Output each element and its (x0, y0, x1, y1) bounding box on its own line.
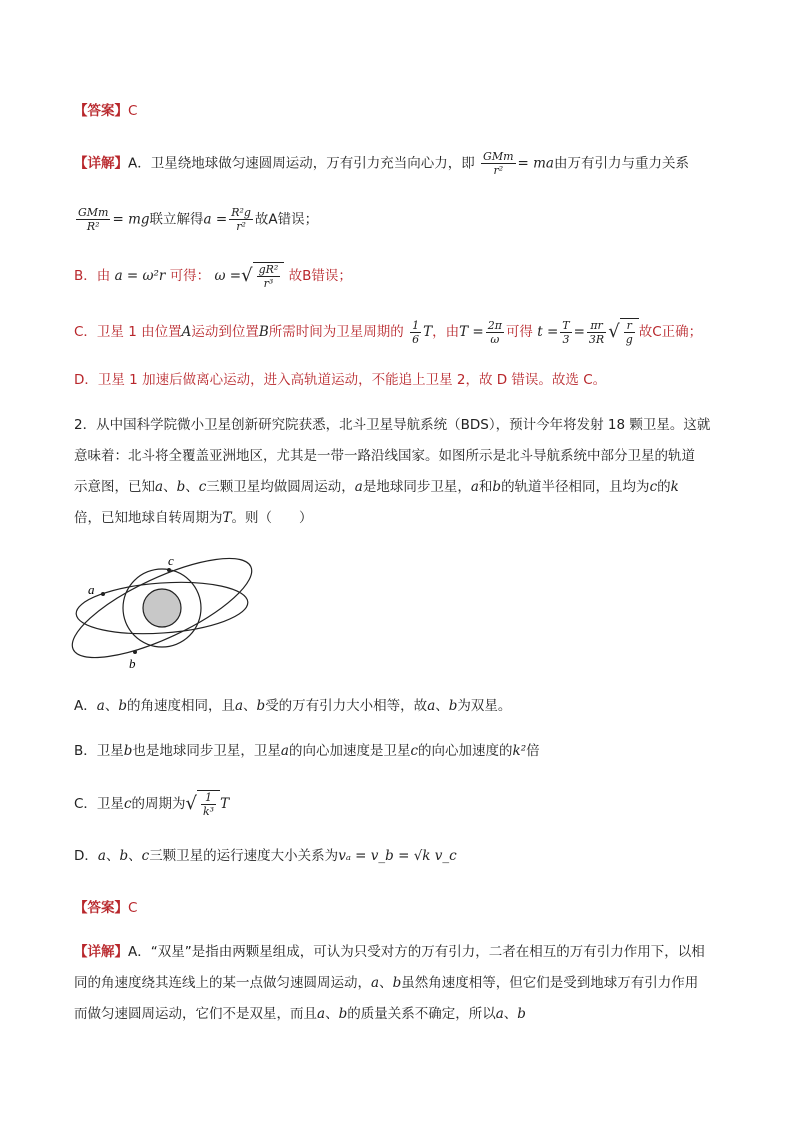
label-a: a (88, 582, 95, 597)
detail-text: B．由 (74, 268, 111, 284)
option-a: A．a、b的角速度相同，且a、b受的万有引力大小相等，故a、b为双星。 (74, 698, 512, 714)
detail-text: 故C正确； (638, 324, 703, 340)
option-d: D．a、b、c三颗卫星的运行速度大小关系为vₐ = v_b = √k v_c (74, 848, 457, 864)
equation-sqrt: √ $\frac{\text{gR²}}{\text{r³}}$ (241, 262, 284, 290)
detail-tag: 【详解】 (74, 155, 128, 172)
satellite-a-dot (101, 592, 105, 596)
satellite-c-dot (167, 568, 171, 572)
detail-1-c (74, 318, 702, 346)
var: A (181, 324, 192, 340)
detail-text: A．卫星绕地球做匀速圆周运动，万有引力充当向心力，即 (128, 155, 475, 172)
detail-text: 运动到位置 (191, 324, 259, 340)
detail-text: 所需时间为卫星周期的 (268, 324, 404, 340)
equation-lhs: T = (459, 324, 484, 340)
equation-fraction: $\frac{\text{GMm}}{\text{R²}}$ (78, 206, 109, 233)
detail-text: ，由 (432, 324, 460, 340)
question-2-line1: 2．从中国科学院微小卫星创新研究院获悉，北斗卫星导航系统（BDS），预计今年将发射 18 颗卫星。这就 (74, 417, 711, 433)
detail-1-a-line2 (74, 206, 318, 233)
satellite-b-dot (133, 650, 137, 654)
equation-rhs: = mg (112, 211, 150, 228)
label-b: b (129, 656, 136, 671)
equation-fraction: $\frac{\pi r}{3R}$ (588, 318, 605, 346)
answer-value: C (128, 900, 138, 916)
answer-value: C (128, 103, 138, 119)
equation-fraction: $\frac{\text{R²g}}{\text{r²}}$ (231, 206, 251, 233)
detail-text: 联立解得 (149, 211, 204, 228)
question-2-line3: 示意图，已知a、b、c三颗卫星均做圆周运动，a是地球同步卫星，a和b的轨道半径相同，且均为c的k (74, 479, 679, 495)
equals: = (573, 324, 585, 340)
equation: a = ω²r (114, 268, 166, 284)
equation-lhs: ω = (214, 268, 242, 284)
detail-text: C．卫星 1 由位置 (74, 324, 182, 340)
var: T (423, 324, 433, 340)
detail-text: 可得 (505, 324, 533, 340)
orbit-diagram (70, 552, 260, 672)
var: B (258, 324, 269, 340)
detail-1-a-line1 (74, 150, 689, 177)
equation-fraction: $\frac{T}{3}$ (562, 318, 570, 346)
option-b: B．卫星b也是地球同步卫星，卫星a的向心加速度是卫星c的向心加速度的k²倍 (74, 743, 540, 759)
question-2-line2: 意味着：北斗将全覆盖亚洲地区，尤其是一带一路沿线国家。如图所示是北斗导航系统中部分卫星的轨道 (74, 448, 695, 464)
detail-1-d: D．卫星 1 加速后做离心运动，进入高轨道运动，不能追上卫星 2，故 D 错误。故选 C。 (74, 372, 607, 388)
answer-1 (74, 101, 137, 121)
detail-text: 故B错误； (288, 268, 352, 284)
detail-2-line1: 【详解】A．“双星”是指由两颗星组成，可认为只受对方的万有引力，二者在相互的万有引力作用下，以相 (74, 944, 705, 960)
equation-fraction: $\frac{\text{GMm}}{\text{r²}}$ (483, 150, 514, 177)
option-c: C．卫星c的周期为√ $\frac{1}{\text{k³}}$ T (74, 791, 230, 818)
detail-2-line3: 而做匀速圆周运动，它们不是双星，而且a、b的质量关系不确定，所以a、b (74, 1006, 526, 1022)
detail-2-line2: 同的角速度绕其连线上的某一点做匀速圆周运动，a、b虽然角速度相等，但它们是受到地球万有引力作用 (74, 975, 699, 991)
equation-rhs: = ma (517, 155, 554, 172)
detail-1-b (74, 262, 352, 290)
answer-tag: 【答案】 (74, 103, 128, 119)
earth-circle (143, 589, 181, 627)
equation-lhs: a = (203, 211, 228, 228)
equation-fraction: $\frac{2\pi}{\omega}$ (487, 318, 502, 346)
answer-2 (74, 898, 137, 918)
detail-text: 故A错误； (254, 211, 319, 228)
equation-fraction: $\frac{1}{6}$ (412, 318, 420, 346)
answer-tag: 【答案】 (74, 900, 128, 916)
equation-lhs: t = (537, 324, 559, 340)
question-2-line4: 倍，已知地球自转周期为T。则（ ） (74, 510, 313, 526)
label-c: c (168, 553, 174, 568)
detail-text: 由万有引力与重力关系 (553, 155, 689, 172)
detail-text: 可得： (169, 268, 211, 284)
equation-sqrt: √ $\frac{r}{g}$ (608, 318, 639, 346)
equation-sqrt: √ $\frac{1}{\text{k³}}$ (186, 790, 221, 818)
